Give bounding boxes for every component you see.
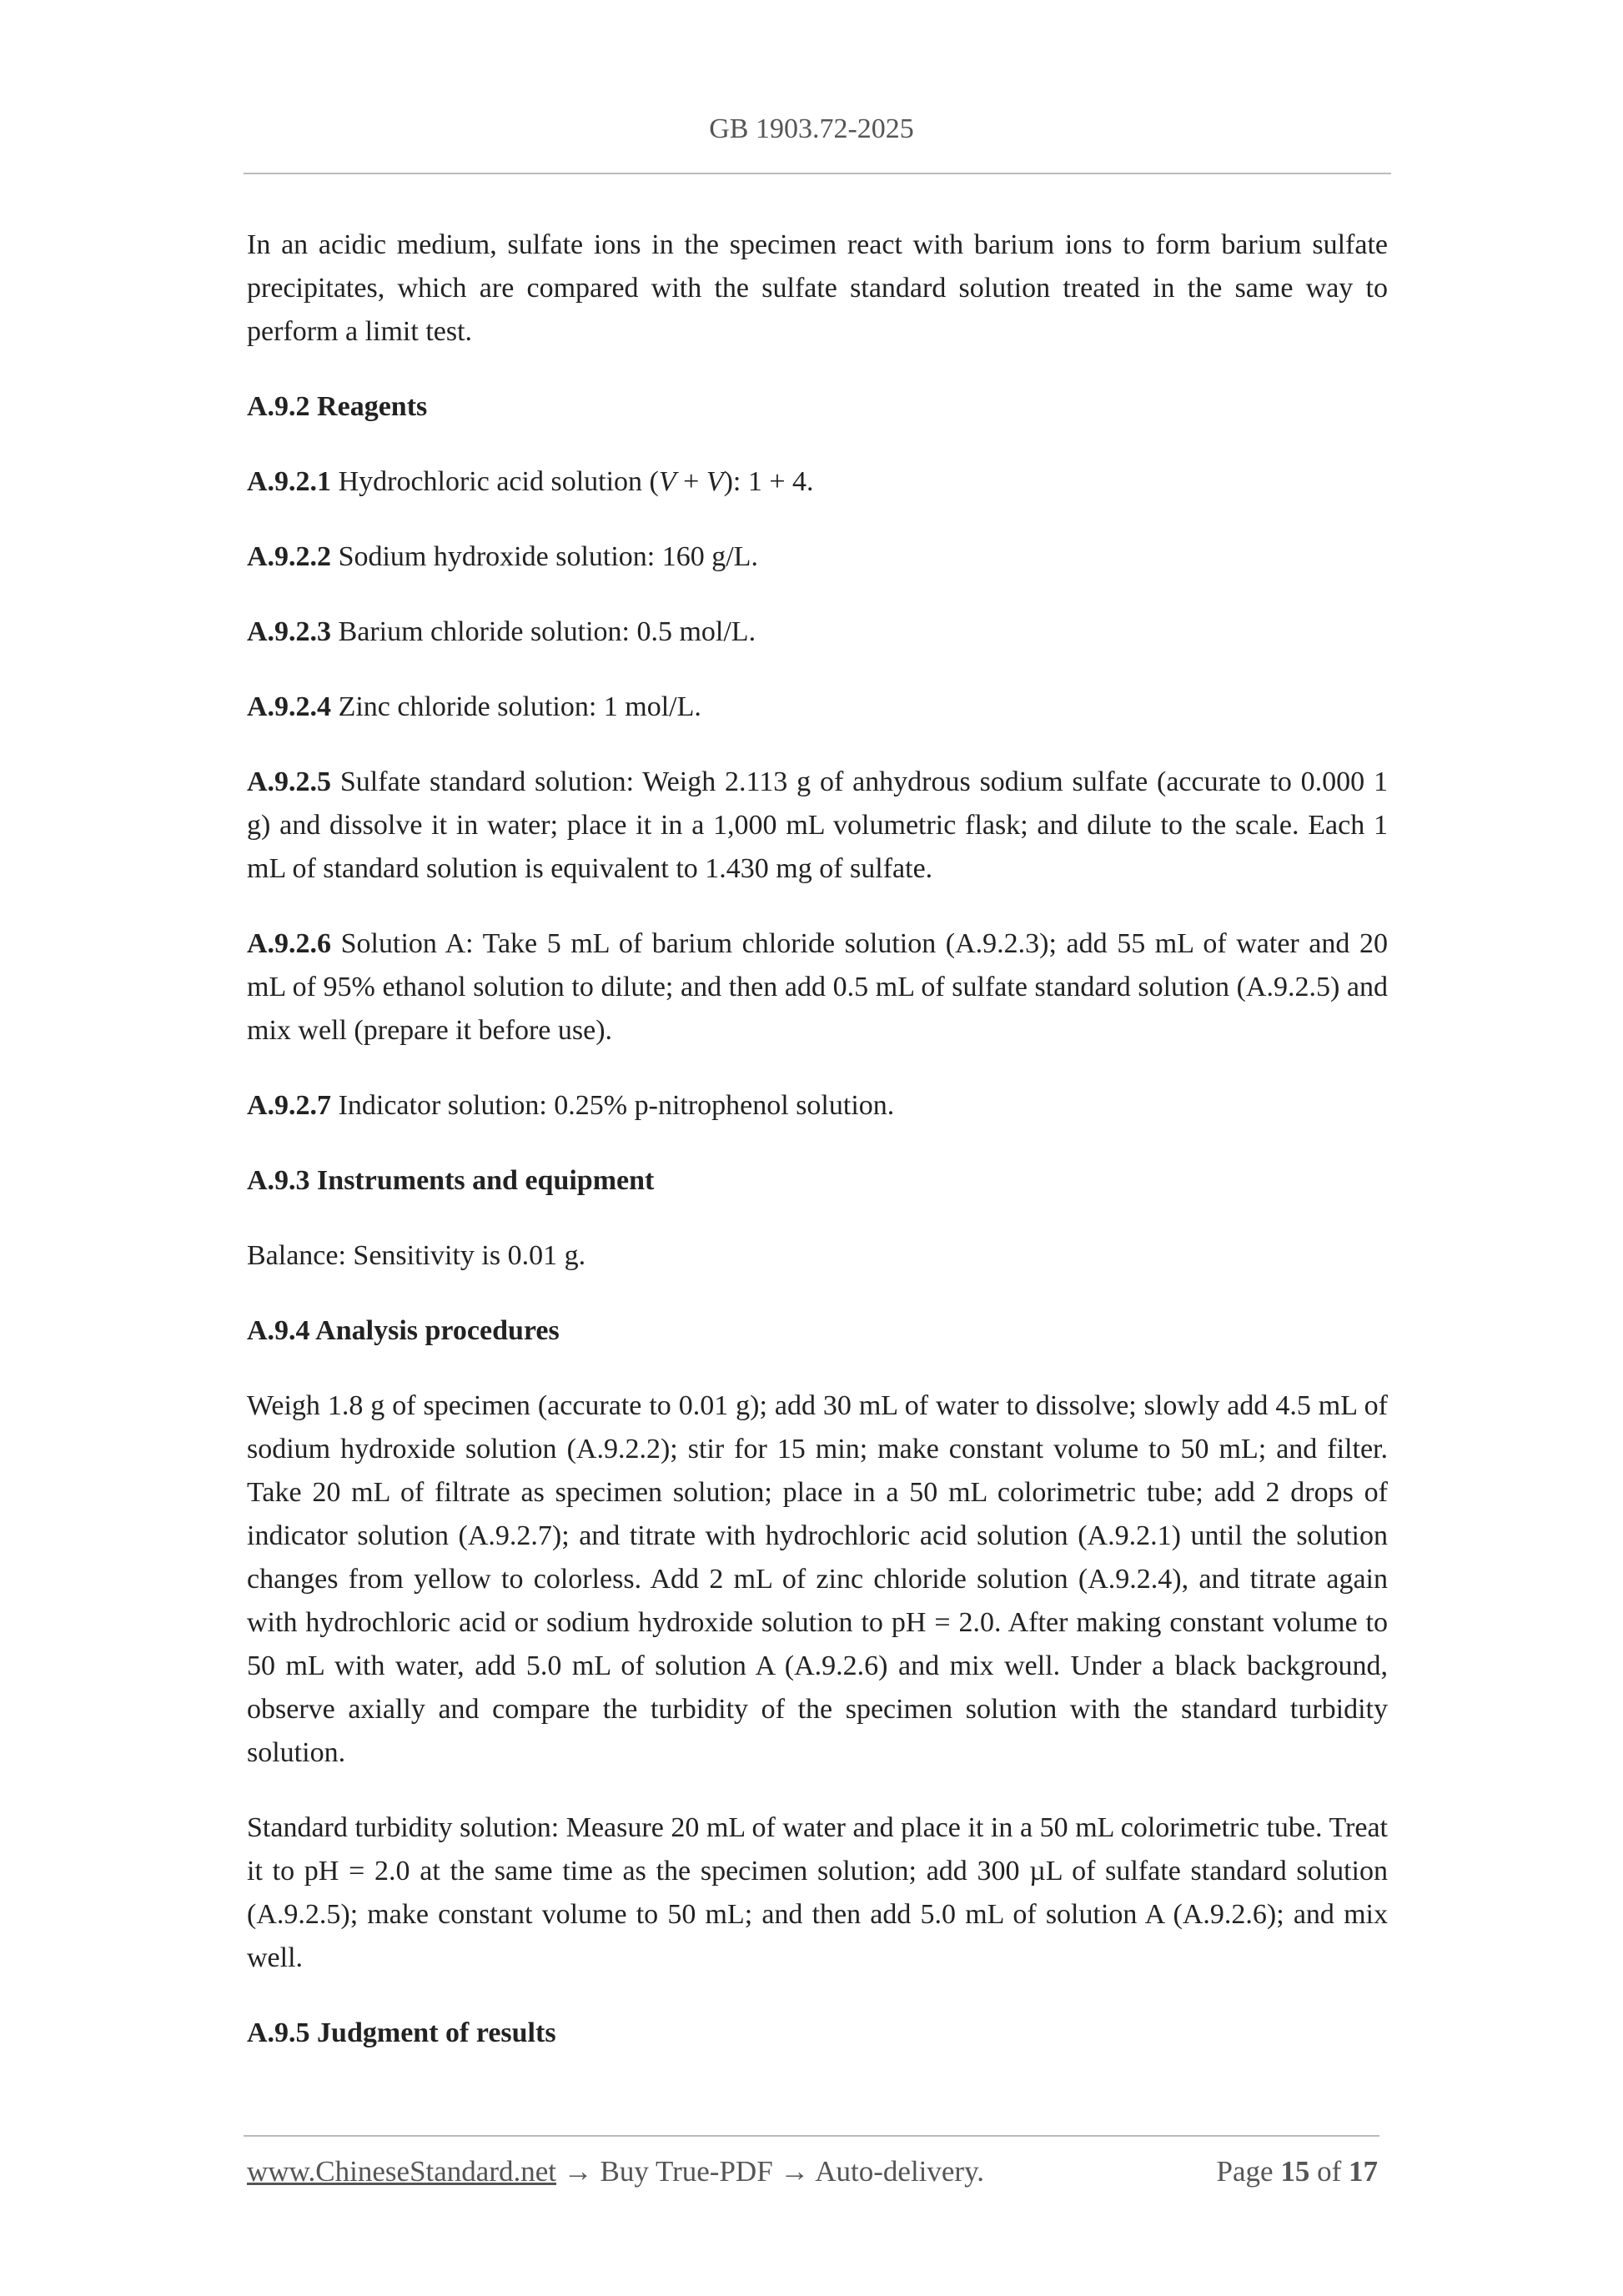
clause-text: Indicator solution: 0.25% p-nitrophenol solution.: [331, 1090, 895, 1121]
clause-number: A.9.2.6: [247, 928, 332, 959]
clause-number: A.9.2.3: [247, 616, 332, 647]
reagent-a921: [247, 460, 1388, 504]
clause-text: ): 1 + 4.: [723, 466, 814, 497]
variable-v: V: [658, 466, 676, 497]
clause-number: A.9.2.1: [247, 466, 332, 497]
clause-text: Hydrochloric acid solution (: [331, 466, 659, 497]
document-header-title: GB 1903.72-2025: [709, 113, 914, 144]
clause-number: A.9.2.4: [247, 691, 332, 722]
page-counter: [1217, 2155, 1378, 2188]
clause-text: Sulfate standard solution: Weigh 2.113 g of anhydrous sodium sulfate (accurate to 0.000 1 g) and dissolve it in water; place it in a 1,000 mL volumetric flask; and dilute to the scale. Each 1 mL of standard solution is equivalent to 1.430 mg of sulfate.: [247, 766, 1388, 884]
variable-v: V: [706, 466, 724, 497]
section-heading-instruments: A.9.3 Instruments and equipment: [247, 1165, 655, 1196]
footer-delivery-text: Auto-delivery.: [815, 2155, 985, 2188]
clause-text: Barium chloride solution: 0.5 mol/L.: [331, 616, 756, 647]
current-page-number: 15: [1280, 2155, 1310, 2188]
reagent-a922: [247, 535, 1388, 579]
page-label: Page: [1216, 2155, 1281, 2188]
section-heading-reagents: A.9.2 Reagents: [247, 391, 428, 422]
document-body: [247, 224, 1388, 2087]
reagent-a924: [247, 686, 1388, 729]
arrow-right-icon: →: [772, 2155, 816, 2188]
footer-promo: [247, 2155, 984, 2188]
header-divider: [244, 173, 1391, 174]
arrow-right-icon: →: [556, 2155, 600, 2188]
clause-number: A.9.2.7: [247, 1090, 332, 1121]
section-heading-analysis: A.9.4 Analysis procedures: [247, 1315, 560, 1346]
reagent-a926: [247, 922, 1388, 1053]
clause-text: +: [676, 466, 706, 497]
clause-text: Solution A: Take 5 mL of barium chloride solution (A.9.2.3); add 55 mL of water and 20 mL of 95% ethanol solution to dilute; and then add 0.5 mL of sulfate standard solution (A.9.2.5) and mix well (prepare it before use).: [247, 928, 1388, 1046]
standard-turbidity-paragraph: Standard turbidity solution: Measure 20 mL of water and place it in a 50 mL colorimetric tube. Treat it to pH = 2.0 at the same time as the specimen solution; add 300 µL of sulfate standard solution (A.9.2.5); make constant volume to 50 mL; and then add 5.0 mL of solution A (A.9.2.6); and mix well.: [247, 1812, 1388, 1973]
intro-paragraph: In an acidic medium, sulfate ions in the specimen react with barium ions to form barium sulfate precipitates, which are compared with the sulfate standard solution treated in the same way to perform a limit test.: [247, 229, 1388, 347]
of-label: of: [1309, 2155, 1349, 2188]
instruments-paragraph: Balance: Sensitivity is 0.01 g.: [247, 1240, 586, 1271]
reagent-a925: [247, 761, 1388, 891]
clause-number: A.9.2.2: [247, 541, 332, 572]
footer-divider: [244, 2135, 1379, 2137]
footer-buy-text: Buy True-PDF: [600, 2155, 773, 2188]
section-heading-judgment: A.9.5 Judgment of results: [247, 2017, 556, 2048]
reagent-a923: [247, 610, 1388, 654]
reagent-a927: [247, 1084, 1388, 1128]
total-page-number: 17: [1349, 2155, 1378, 2188]
clause-text: Zinc chloride solution: 1 mol/L.: [331, 691, 701, 722]
clause-text: Sodium hydroxide solution: 160 g/L.: [331, 541, 758, 572]
clause-number: A.9.2.5: [247, 766, 332, 797]
chinese-standard-link[interactable]: www.ChineseStandard.net: [247, 2155, 556, 2188]
analysis-paragraph: Weigh 1.8 g of specimen (accurate to 0.01 g); add 30 mL of water to dissolve; slowly add 4.5 mL of sodium hydroxide solution (A.9.2.2); stir for 15 min; make constant volume to 50 mL; and filter. Take 20 mL of filtrate as specimen solution; place in a 50 mL colorimetric tube; add 2 drops of indicator solution (A.9.2.7); and titrate with hydrochloric acid solution (A.9.2.1) until the solution changes from yellow to colorless. Add 2 mL of zinc chloride solution (A.9.2.4), and titrate again with hydrochloric acid or sodium hydroxide solution to pH = 2.0. After making constant volume to 50 mL with water, add 5.0 mL of solution A (A.9.2.6) and mix well. Under a black background, observe axially and compare the turbidity of the specimen solution with the standard turbidity solution.: [247, 1390, 1388, 1768]
